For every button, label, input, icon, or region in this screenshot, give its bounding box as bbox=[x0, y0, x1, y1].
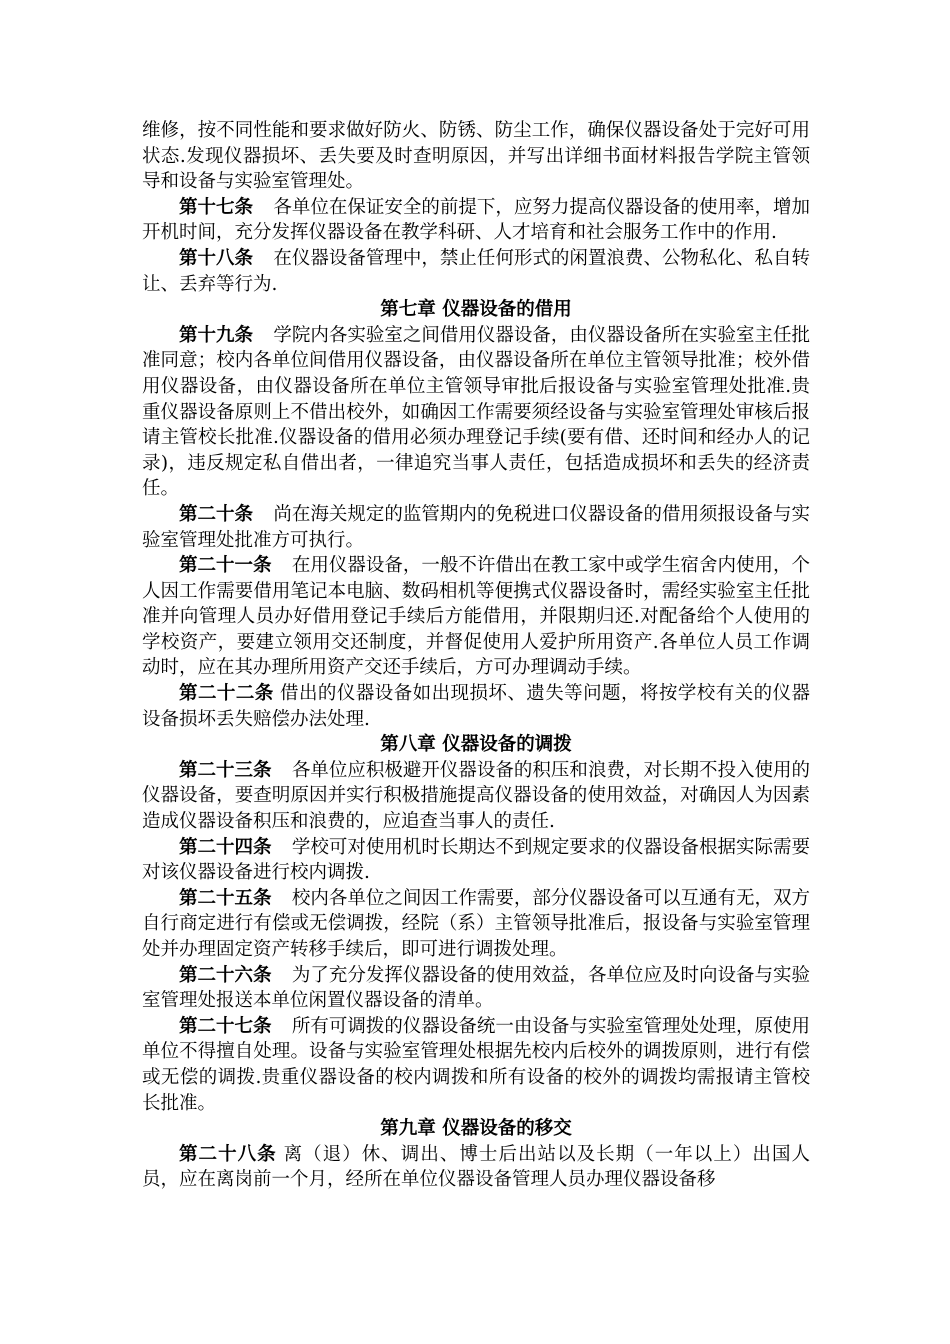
article-20 bbox=[142, 502, 810, 553]
article-number: 第二十五条 bbox=[179, 887, 272, 909]
article-number: 第二十二条 bbox=[179, 683, 274, 705]
article-number: 第二十八条 bbox=[179, 1143, 277, 1165]
article-number: 第二十六条 bbox=[179, 964, 272, 986]
article-17 bbox=[142, 195, 810, 246]
article-text: 离（退）休、调出、博士后出站以及长期（一年以上）出国人员，应在离岗前一个月，经所在单位仪器设备管理人员办理仪器设备移 bbox=[142, 1143, 810, 1191]
article-text: 尚在海关规定的监管期内的免税进口仪器设备的借用须报设备与实验室管理处批准方可执行。 bbox=[142, 503, 810, 551]
article-number: 第十七条 bbox=[179, 196, 254, 218]
chapter-heading-8: 第八章 仪器设备的调拨 bbox=[380, 734, 572, 756]
article-19 bbox=[142, 323, 810, 502]
paragraph-continued bbox=[142, 118, 810, 195]
chapter-heading-9: 第九章 仪器设备的移交 bbox=[380, 1118, 572, 1140]
article-number: 第十九条 bbox=[179, 324, 254, 346]
article-text: 各单位在保证安全的前提下，应努力提高仪器设备的使用率，增加开机时间，充分发挥仪器设备在教学科研、人才培育和社会服务工作中的作用. bbox=[142, 196, 810, 244]
article-28 bbox=[142, 1142, 810, 1193]
article-18 bbox=[142, 246, 810, 297]
article-text: 在用仪器设备，一般不许借出在教工家中或学生宿舍内使用，个人因工作需要借用笔记本电脑、数码相机等便携式仪器设备时，需经实验室主任批准并向管理人员办好借用登记手续后方能借用，并限期归还.对配备给个人使用的学校资产，要建立领用交还制度，并督促使用人爱护所用资产.各单位人员工作调动时，应在其办理所用资产交还手续后，方可办理调动手续。 bbox=[142, 555, 810, 679]
article-number: 第二十一条 bbox=[179, 555, 272, 577]
article-number: 第二十四条 bbox=[179, 836, 272, 858]
chapter-heading-7: 第七章 仪器设备的借用 bbox=[380, 299, 572, 321]
article-27 bbox=[142, 1014, 810, 1116]
article-text: 校内各单位之间因工作需要，部分仪器设备可以互通有无，双方自行商定进行有偿或无偿调拨，经院（系）主管领导批准后，报设备与实验室管理处并办理固定资产转移手续后，即可进行调拨处理。 bbox=[142, 887, 810, 960]
article-text: 为了充分发挥仪器设备的使用效益，各单位应及时向设备与实验室管理处报送本单位闲置仪器设备的清单。 bbox=[142, 964, 810, 1012]
article-text: 在仪器设备管理中，禁止任何形式的闲置浪费、公物私化、私自转让、丢弃等行为. bbox=[142, 247, 810, 295]
article-text: 学院内各实验室之间借用仪器设备，由仪器设备所在实验室主任批准同意；校内各单位间借用仪器设备，由仪器设备所在单位主管领导批准；校外借用仪器设备，由仪器设备所在单位主管领导审批后报设备与实验室管理处批准.贵重仪器设备原则上不借出校外，如确因工作需要须经设备与实验室管理处审核后报请主管校长批准.仪器设备的借用必须办理登记手续(要有借、还时间和经办人的记录)，违反规定私自借出者，一律追究当事人责任，包括造成损坏和丢失的经济责任。 bbox=[142, 324, 810, 500]
article-25 bbox=[142, 886, 810, 963]
document-page bbox=[142, 118, 810, 1193]
article-text: 学校可对使用机时长期达不到规定要求的仪器设备根据实际需要对该仪器设备进行校内调拨. bbox=[142, 836, 810, 884]
article-number: 第二十七条 bbox=[179, 1015, 272, 1037]
article-23 bbox=[142, 758, 810, 835]
article-24 bbox=[142, 835, 810, 886]
article-number: 第二十条 bbox=[179, 503, 254, 525]
article-number: 第二十三条 bbox=[179, 759, 272, 781]
article-26 bbox=[142, 963, 810, 1014]
article-text: 各单位应积极避开仪器设备的积压和浪费，对长期不投入使用的仪器设备，要查明原因并实行积极措施提高仪器设备的使用效益，对确因人为因素造成仪器设备积压和浪费的，应追查当事人的责任. bbox=[142, 759, 810, 833]
article-21 bbox=[142, 553, 810, 681]
article-22 bbox=[142, 681, 810, 732]
article-text: 所有可调拨的仪器设备统一由设备与实验室管理处处理，原使用单位不得擅自处理。设备与实验室管理处根据先校内后校外的调拨原则，进行有偿或无偿的调拨.贵重仪器设备的校内调拨和所有设备的校外的调拨均需报请主管校长批准。 bbox=[142, 1015, 810, 1114]
article-text: 借出的仪器设备如出现损坏、遗失等问题，将按学校有关的仪器设备损坏丢失赔偿办法处理. bbox=[142, 683, 810, 730]
paragraph-text: 维修，按不同性能和要求做好防火、防锈、防尘工作，确保仪器设备处于完好可用状态.发现仪器损坏、丢失要及时查明原因，并写出详细书面材料报告学院主管领导和设备与实验室管理处。 bbox=[142, 120, 810, 193]
article-number: 第十八条 bbox=[179, 247, 254, 269]
